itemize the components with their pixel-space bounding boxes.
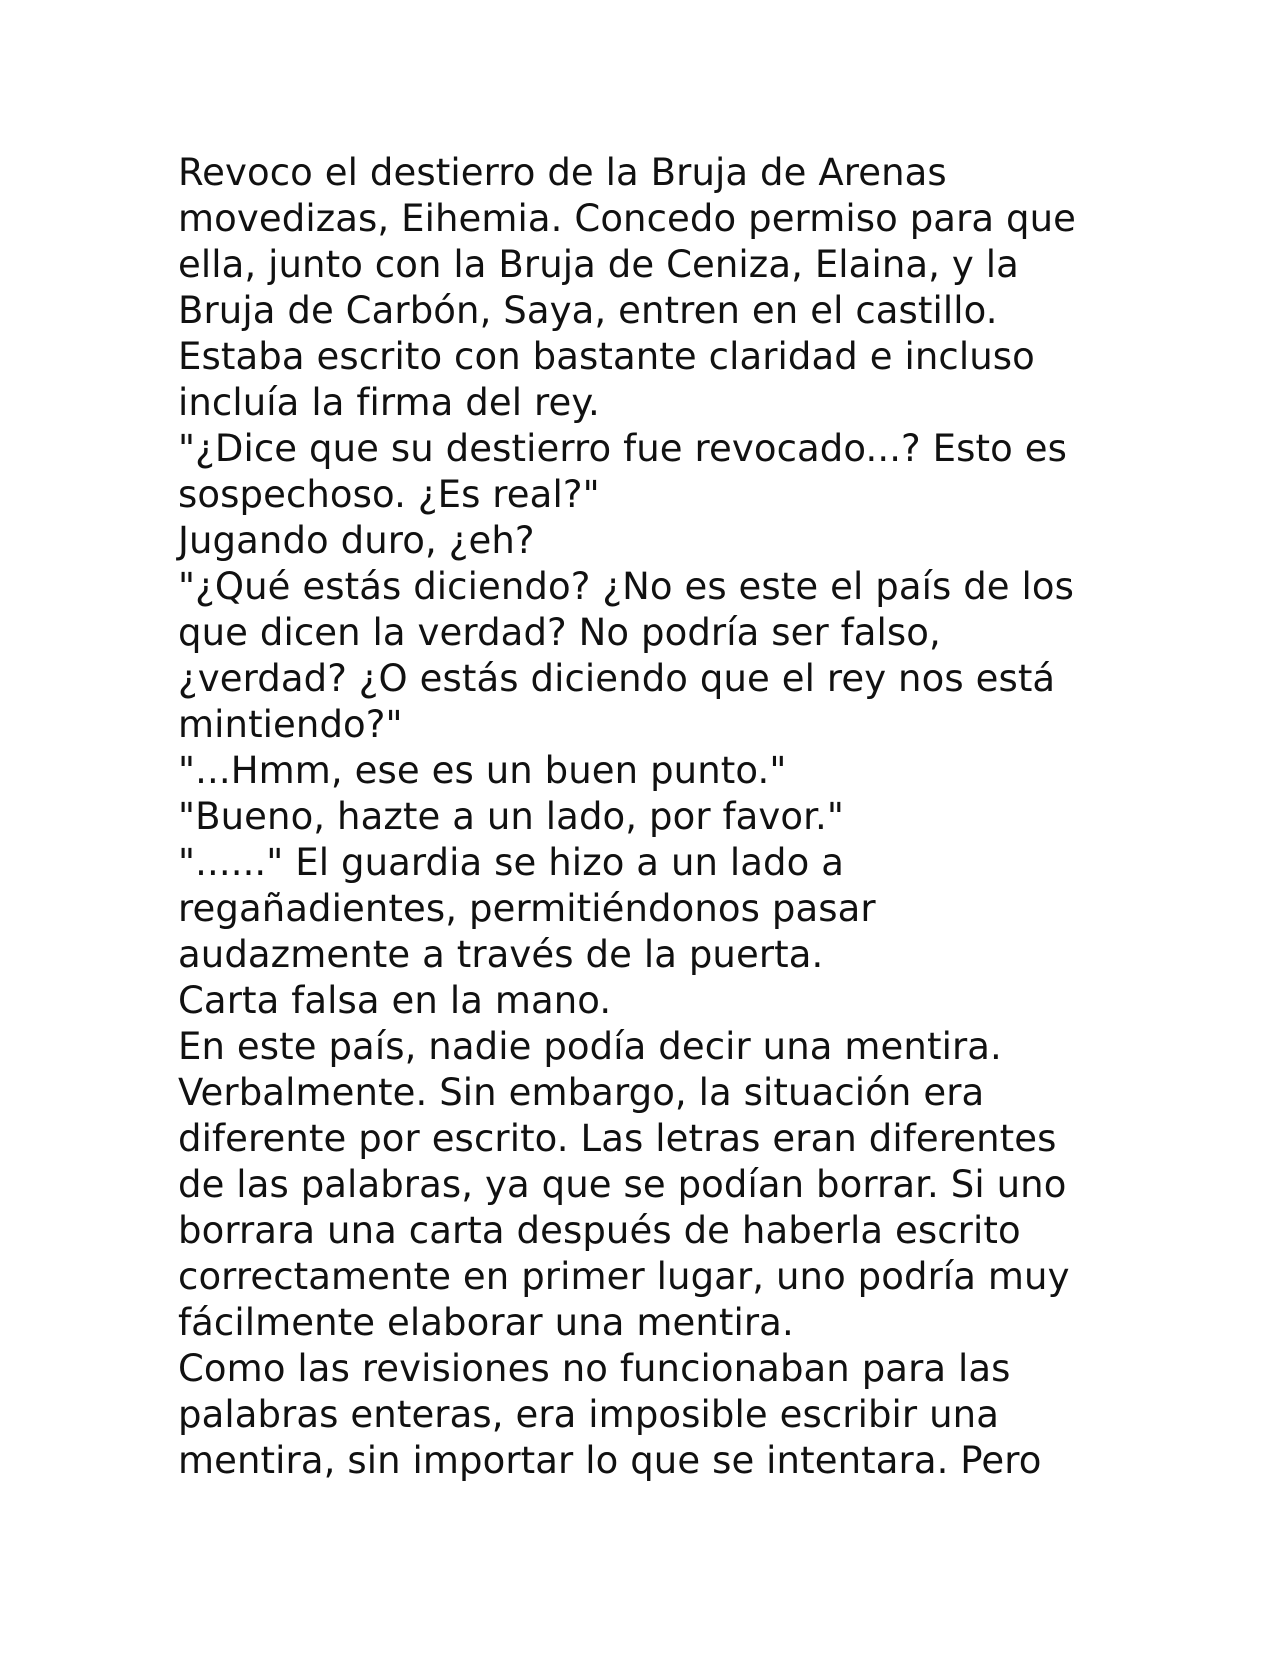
text-line: Bruja de Carbón, Saya, entren en el castillo. [178,289,998,332]
text-line: Jugando duro, ¿eh? [178,519,535,562]
text-line: de las palabras, ya que se podían borrar. Si uno [178,1163,1067,1206]
text-line: Carta falsa en la mano. [178,979,612,1022]
text-line: "Bueno, hazte a un lado, por favor." [178,795,845,838]
text-line: movedizas, Eihemia. Concedo permiso para que [178,197,1077,240]
text-line: ella, junto con la Bruja de Ceniza, Elaina, y la [178,243,1019,286]
text-line: sospechoso. ¿Es real?" [178,473,600,516]
text-line: que dicen la verdad? No podría ser falso, [178,611,941,654]
text-line: audazmente a través de la puerta. [178,933,824,976]
text-line: incluía la firma del rey. [178,381,600,424]
text-line: "......" El guardia se hizo a un lado a [178,841,845,884]
text-line: fácilmente elaborar una mentira. [178,1301,794,1344]
text-line: mintiendo?" [178,703,403,746]
text-line: Como las revisiones no funcionaban para las [178,1347,1011,1390]
text-line: borrara una carta después de haberla escrito [178,1209,1021,1252]
text-line: regañadientes, permitiéndonos pasar [178,887,876,930]
text-line: palabras enteras, era imposible escribir una [178,1393,999,1436]
text-line: correctamente en primer lugar, uno podría muy [178,1255,1070,1298]
body-text [178,150,1118,1484]
text-line: Estaba escrito con bastante claridad e incluso [178,335,1035,378]
text-line: Verbalmente. Sin embargo, la situación era [178,1071,985,1114]
text-line: "...Hmm, ese es un buen punto." [178,749,787,792]
text-line: "¿Qué estás diciendo? ¿No es este el país de los [178,565,1075,608]
text-line: diferente por escrito. Las letras eran diferentes [178,1117,1057,1160]
text-line: ¿verdad? ¿O estás diciendo que el rey nos está [178,657,1056,700]
text-line: mentira, sin importar lo que se intentara. Pero [178,1439,1042,1482]
text-line: En este país, nadie podía decir una mentira. [178,1025,1002,1068]
text-line: Revoco el destierro de la Bruja de Arenas [178,151,947,194]
text-line: "¿Dice que su destierro fue revocado...? Esto es [178,427,1067,470]
